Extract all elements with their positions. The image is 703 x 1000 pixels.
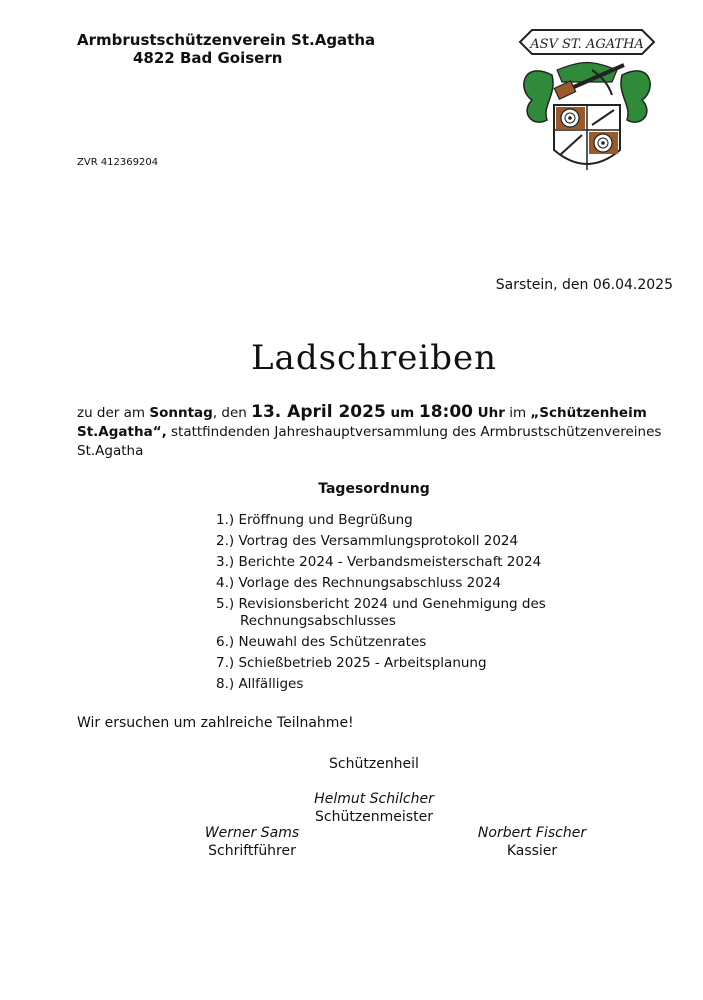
- agenda-item: 1.) Eröffnung und Begrüßung: [216, 512, 413, 528]
- place-date: Sarstein, den 06.04.2025: [495, 277, 673, 293]
- agenda-heading: Tagesordnung: [318, 481, 430, 497]
- agenda-list: [216, 512, 596, 697]
- agenda-item: 4.) Vorlage des Rechnungsabschluss 2024: [216, 575, 502, 591]
- document-title: Ladschreiben: [250, 338, 498, 378]
- org-address: 4822 Bad Goisern: [133, 49, 283, 67]
- signer-name: Werner Sams: [204, 825, 300, 841]
- agenda-item: 2.) Vortrag des Versammlungsprotokoll 2024: [216, 533, 519, 549]
- agenda-item: 6.) Neuwahl des Schützenrates: [216, 634, 427, 650]
- svg-text:ASV ST. AGATHA: ASV ST. AGATHA: [530, 37, 644, 52]
- signer-role: Schriftführer: [208, 843, 296, 859]
- club-crest-logo: [512, 20, 662, 180]
- agenda-item: 3.) Berichte 2024 - Verbandsmeisterschaft 2024: [216, 554, 542, 570]
- signer-name: Helmut Schilcher: [314, 791, 434, 807]
- zvr-number: ZVR 412369204: [77, 157, 159, 168]
- agenda-item: 5.) Revisionsbericht 2024 und Genehmigung des Rechnungsabschlusses: [216, 596, 546, 629]
- signer-role: Schützenmeister: [315, 809, 433, 825]
- greeting: Schützenheil: [329, 756, 419, 772]
- agenda-item: 8.) Allfälliges: [216, 676, 304, 692]
- signature-block: [432, 824, 632, 860]
- signature-block: [152, 824, 352, 860]
- signer-role: Kassier: [506, 843, 558, 859]
- signature-block: [274, 790, 474, 826]
- agenda-item: 7.) Schießbetrieb 2025 - Arbeitsplanung: [216, 655, 487, 671]
- org-name: Armbrustschützenverein St.Agatha: [77, 31, 376, 49]
- signer-name: Norbert Fischer: [477, 825, 587, 841]
- closing-sentence: Wir ersuchen um zahlreiche Teilnahme!: [77, 715, 354, 731]
- invitation-text: zu der am Sonntag, den 13. April 2025 um 18:00 Uhr im „Schützenheim St.Agatha“, stattfindenden Jahreshauptversammlung des Armbrustschützenvereines St.Agatha: [77, 402, 662, 459]
